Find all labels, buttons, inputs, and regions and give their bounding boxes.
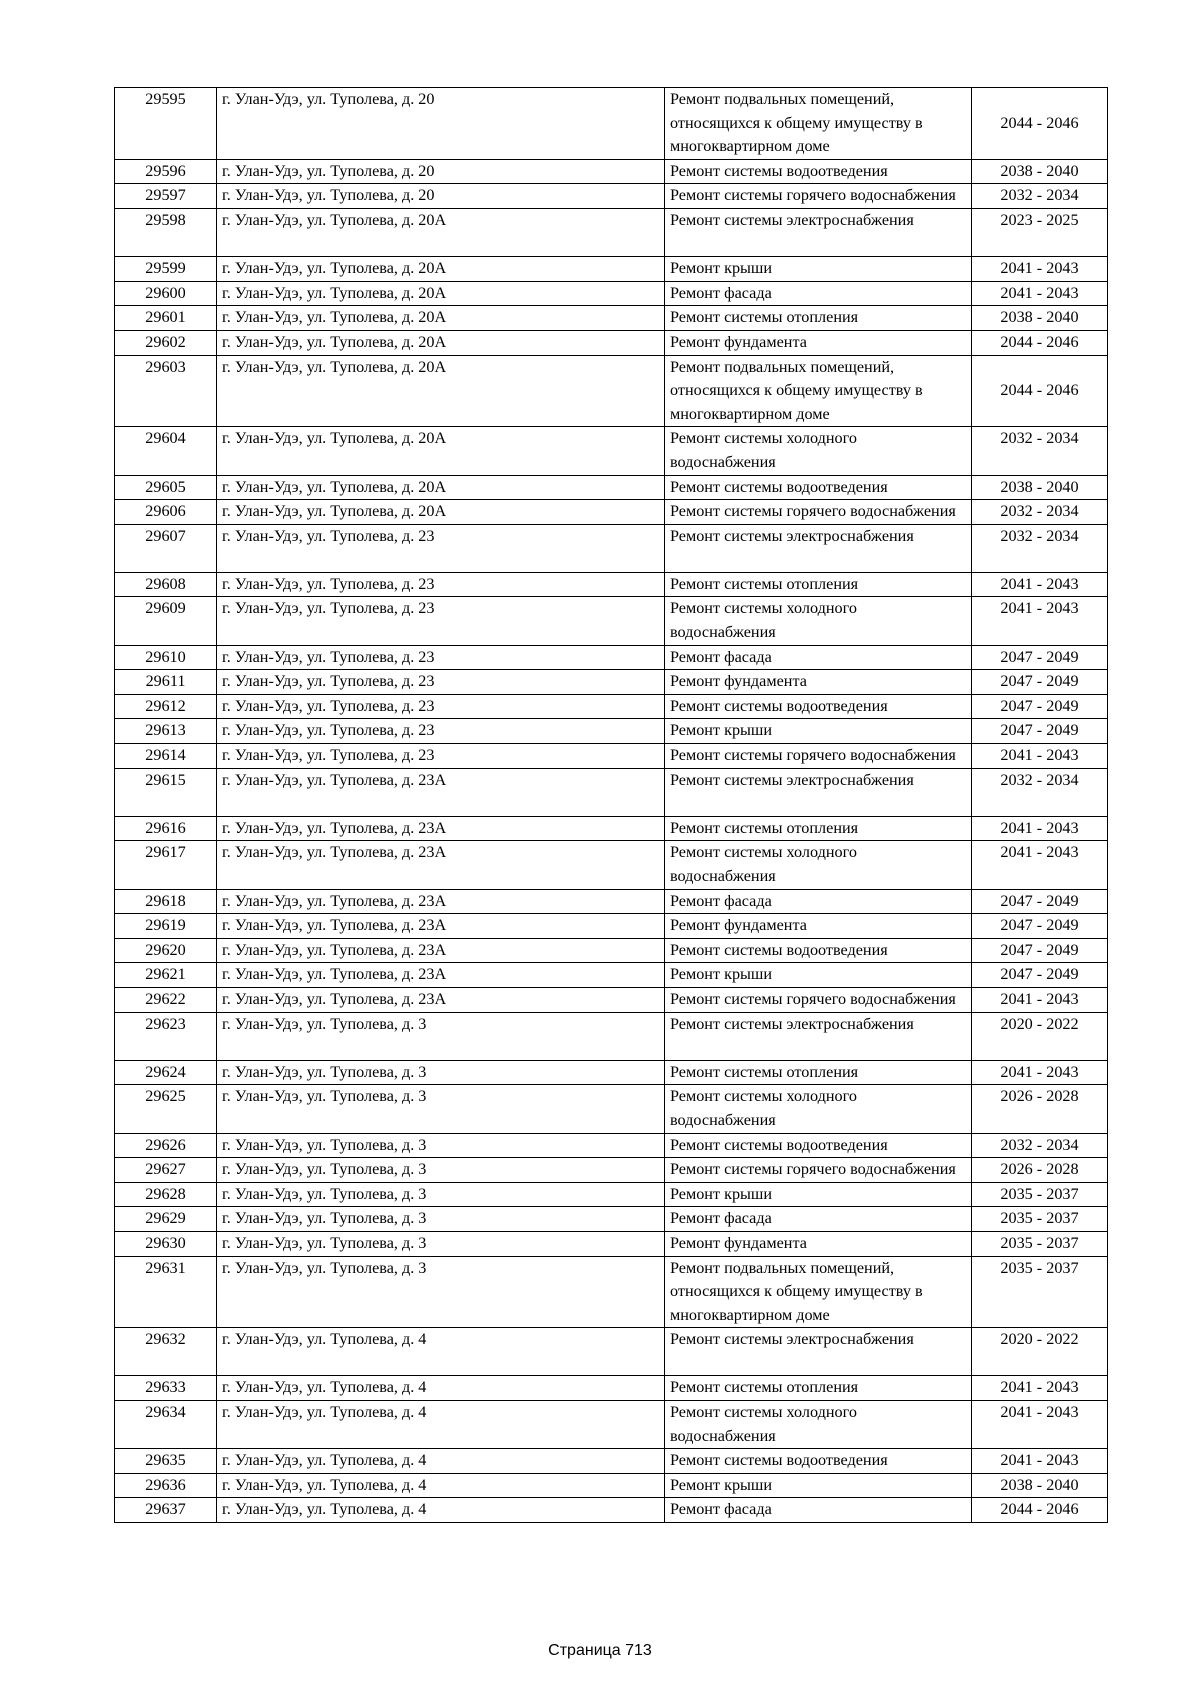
- period-cell: 2047 - 2049: [972, 963, 1108, 988]
- row-id-cell: 29629: [115, 1207, 217, 1232]
- period-cell: 2020 - 2022: [972, 1012, 1108, 1060]
- period-cell: 2032 - 2034: [972, 427, 1108, 475]
- address-cell: г. Улан-Удэ, ул. Туполева, д. 23А: [217, 841, 665, 889]
- work-type-cell: Ремонт системы холодного водоснабжения: [665, 427, 972, 475]
- address-cell: г. Улан-Удэ, ул. Туполева, д. 3: [217, 1060, 665, 1085]
- address-cell: г. Улан-Удэ, ул. Туполева, д. 20А: [217, 257, 665, 282]
- address-cell: г. Улан-Удэ, ул. Туполева, д. 23: [217, 719, 665, 744]
- row-id-cell: 29617: [115, 841, 217, 889]
- work-type-cell: Ремонт системы холодного водоснабжения: [665, 1401, 972, 1449]
- table-row: [115, 1401, 1108, 1449]
- period-cell: 2035 - 2037: [972, 1256, 1108, 1328]
- row-id-cell: 29599: [115, 257, 217, 282]
- period-cell: 2035 - 2037: [972, 1231, 1108, 1256]
- address-cell: г. Улан-Удэ, ул. Туполева, д. 20А: [217, 208, 665, 256]
- row-id-cell: 29612: [115, 694, 217, 719]
- table-row: [115, 889, 1108, 914]
- period-cell: 2032 - 2034: [972, 768, 1108, 816]
- row-id-cell: 29635: [115, 1449, 217, 1474]
- row-id-cell: 29598: [115, 208, 217, 256]
- work-type-cell: Ремонт крыши: [665, 1473, 972, 1498]
- row-id-cell: 29608: [115, 572, 217, 597]
- table-row: [115, 500, 1108, 525]
- table-row: [115, 719, 1108, 744]
- table-row: [115, 330, 1108, 355]
- row-id-cell: 29637: [115, 1498, 217, 1523]
- period-cell: 2041 - 2043: [972, 841, 1108, 889]
- work-type-cell: Ремонт фундамента: [665, 670, 972, 695]
- work-type-cell: Ремонт фундамента: [665, 1231, 972, 1256]
- period-cell: 2041 - 2043: [972, 1449, 1108, 1474]
- work-type-cell: Ремонт системы водоотведения: [665, 1133, 972, 1158]
- row-id-cell: 29636: [115, 1473, 217, 1498]
- address-cell: г. Улан-Удэ, ул. Туполева, д. 23: [217, 524, 665, 572]
- period-cell: 2047 - 2049: [972, 938, 1108, 963]
- period-cell: 2041 - 2043: [972, 816, 1108, 841]
- table-row: [115, 475, 1108, 500]
- work-type-cell: Ремонт подвальных помещений, относящихся к общему имуществу в многоквартирном доме: [665, 88, 972, 160]
- work-type-cell: Ремонт системы водоотведения: [665, 694, 972, 719]
- work-type-cell: Ремонт системы электроснабжения: [665, 208, 972, 256]
- row-id-cell: 29609: [115, 597, 217, 645]
- row-id-cell: 29620: [115, 938, 217, 963]
- period-cell: 2035 - 2037: [972, 1182, 1108, 1207]
- row-id-cell: 29603: [115, 355, 217, 427]
- work-type-cell: Ремонт системы холодного водоснабжения: [665, 597, 972, 645]
- period-cell: 2038 - 2040: [972, 159, 1108, 184]
- address-cell: г. Улан-Удэ, ул. Туполева, д. 23: [217, 597, 665, 645]
- address-cell: г. Улан-Удэ, ул. Туполева, д. 23А: [217, 963, 665, 988]
- work-type-cell: Ремонт крыши: [665, 963, 972, 988]
- row-id-cell: 29605: [115, 475, 217, 500]
- period-cell: 2047 - 2049: [972, 719, 1108, 744]
- address-cell: г. Улан-Удэ, ул. Туполева, д. 3: [217, 1182, 665, 1207]
- address-cell: г. Улан-Удэ, ул. Туполева, д. 23: [217, 572, 665, 597]
- table-row: [115, 355, 1108, 427]
- row-id-cell: 29604: [115, 427, 217, 475]
- row-id-cell: 29623: [115, 1012, 217, 1060]
- table-row: [115, 768, 1108, 816]
- table-row: [115, 306, 1108, 331]
- table-row: [115, 1158, 1108, 1183]
- address-cell: г. Улан-Удэ, ул. Туполева, д. 20А: [217, 306, 665, 331]
- work-type-cell: Ремонт системы водоотведения: [665, 938, 972, 963]
- row-id-cell: 29615: [115, 768, 217, 816]
- period-cell: 2041 - 2043: [972, 572, 1108, 597]
- work-type-cell: Ремонт системы отопления: [665, 816, 972, 841]
- address-cell: г. Улан-Удэ, ул. Туполева, д. 3: [217, 1012, 665, 1060]
- row-id-cell: 29632: [115, 1328, 217, 1376]
- address-cell: г. Улан-Удэ, ул. Туполева, д. 3: [217, 1207, 665, 1232]
- row-id-cell: 29596: [115, 159, 217, 184]
- table-row: [115, 645, 1108, 670]
- period-cell: 2041 - 2043: [972, 1401, 1108, 1449]
- work-type-cell: Ремонт фасада: [665, 889, 972, 914]
- row-id-cell: 29611: [115, 670, 217, 695]
- address-cell: г. Улан-Удэ, ул. Туполева, д. 23А: [217, 889, 665, 914]
- address-cell: г. Улан-Удэ, ул. Туполева, д. 20А: [217, 281, 665, 306]
- table-row: [115, 1231, 1108, 1256]
- row-id-cell: 29627: [115, 1158, 217, 1183]
- period-cell: 2041 - 2043: [972, 1060, 1108, 1085]
- work-type-cell: Ремонт системы отопления: [665, 1060, 972, 1085]
- address-cell: г. Улан-Удэ, ул. Туполева, д. 3: [217, 1133, 665, 1158]
- table-row: [115, 1060, 1108, 1085]
- table-row: [115, 572, 1108, 597]
- table-row: [115, 281, 1108, 306]
- work-type-cell: Ремонт системы горячего водоснабжения: [665, 1158, 972, 1183]
- table-row: [115, 914, 1108, 939]
- table-row: [115, 1473, 1108, 1498]
- row-id-cell: 29625: [115, 1085, 217, 1133]
- period-cell: 2041 - 2043: [972, 987, 1108, 1012]
- row-id-cell: 29613: [115, 719, 217, 744]
- work-type-cell: Ремонт системы водоотведения: [665, 1449, 972, 1474]
- table-row: [115, 1449, 1108, 1474]
- table-row: [115, 938, 1108, 963]
- period-cell: 2047 - 2049: [972, 889, 1108, 914]
- table-row: [115, 1376, 1108, 1401]
- table-row: [115, 159, 1108, 184]
- work-type-cell: Ремонт фасада: [665, 1207, 972, 1232]
- period-cell: 2032 - 2034: [972, 500, 1108, 525]
- address-cell: г. Улан-Удэ, ул. Туполева, д. 23: [217, 694, 665, 719]
- row-id-cell: 29626: [115, 1133, 217, 1158]
- row-id-cell: 29628: [115, 1182, 217, 1207]
- row-id-cell: 29630: [115, 1231, 217, 1256]
- work-type-cell: Ремонт системы электроснабжения: [665, 768, 972, 816]
- work-type-cell: Ремонт системы водоотведения: [665, 475, 972, 500]
- address-cell: г. Улан-Удэ, ул. Туполева, д. 20А: [217, 500, 665, 525]
- row-id-cell: 29601: [115, 306, 217, 331]
- row-id-cell: 29597: [115, 184, 217, 209]
- address-cell: г. Улан-Удэ, ул. Туполева, д. 4: [217, 1473, 665, 1498]
- table-row: [115, 816, 1108, 841]
- address-cell: г. Улан-Удэ, ул. Туполева, д. 4: [217, 1401, 665, 1449]
- work-type-cell: Ремонт фундамента: [665, 914, 972, 939]
- work-type-cell: Ремонт системы электроснабжения: [665, 1012, 972, 1060]
- work-type-cell: Ремонт крыши: [665, 719, 972, 744]
- period-cell: 2038 - 2040: [972, 1473, 1108, 1498]
- work-type-cell: Ремонт фасада: [665, 281, 972, 306]
- page-number: Страница 713: [548, 1642, 652, 1659]
- period-cell: 2026 - 2028: [972, 1158, 1108, 1183]
- period-cell: 2020 - 2022: [972, 1328, 1108, 1376]
- address-cell: г. Улан-Удэ, ул. Туполева, д. 4: [217, 1449, 665, 1474]
- period-cell: 2044 - 2046: [972, 355, 1108, 427]
- period-cell: 2032 - 2034: [972, 184, 1108, 209]
- row-id-cell: 29600: [115, 281, 217, 306]
- row-id-cell: 29634: [115, 1401, 217, 1449]
- period-cell: 2035 - 2037: [972, 1207, 1108, 1232]
- period-cell: 2047 - 2049: [972, 914, 1108, 939]
- table-row: [115, 1012, 1108, 1060]
- address-cell: г. Улан-Удэ, ул. Туполева, д. 20: [217, 88, 665, 160]
- table-row: [115, 841, 1108, 889]
- address-cell: г. Улан-Удэ, ул. Туполева, д. 20: [217, 184, 665, 209]
- address-cell: г. Улан-Удэ, ул. Туполева, д. 23А: [217, 938, 665, 963]
- address-cell: г. Улан-Удэ, ул. Туполева, д. 20: [217, 159, 665, 184]
- period-cell: 2032 - 2034: [972, 524, 1108, 572]
- table-row: [115, 1207, 1108, 1232]
- work-type-cell: Ремонт системы электроснабжения: [665, 1328, 972, 1376]
- work-type-cell: Ремонт системы отопления: [665, 572, 972, 597]
- table-row: [115, 694, 1108, 719]
- table-row: [115, 1498, 1108, 1523]
- table-row: [115, 1182, 1108, 1207]
- row-id-cell: 29631: [115, 1256, 217, 1328]
- table-row: [115, 963, 1108, 988]
- work-type-cell: Ремонт системы горячего водоснабжения: [665, 500, 972, 525]
- address-cell: г. Улан-Удэ, ул. Туполева, д. 23: [217, 645, 665, 670]
- table-row: [115, 670, 1108, 695]
- work-type-cell: Ремонт системы электроснабжения: [665, 524, 972, 572]
- period-cell: 2041 - 2043: [972, 281, 1108, 306]
- work-type-cell: Ремонт системы горячего водоснабжения: [665, 744, 972, 769]
- row-id-cell: 29602: [115, 330, 217, 355]
- address-cell: г. Улан-Удэ, ул. Туполева, д. 3: [217, 1158, 665, 1183]
- address-cell: г. Улан-Удэ, ул. Туполева, д. 20А: [217, 330, 665, 355]
- row-id-cell: 29610: [115, 645, 217, 670]
- table-row: [115, 524, 1108, 572]
- address-cell: г. Улан-Удэ, ул. Туполева, д. 20А: [217, 355, 665, 427]
- address-cell: г. Улан-Удэ, ул. Туполева, д. 23А: [217, 816, 665, 841]
- table-row: [115, 1133, 1108, 1158]
- work-type-cell: Ремонт фасада: [665, 1498, 972, 1523]
- period-cell: 2032 - 2034: [972, 1133, 1108, 1158]
- address-cell: г. Улан-Удэ, ул. Туполева, д. 20А: [217, 427, 665, 475]
- work-type-cell: Ремонт фундамента: [665, 330, 972, 355]
- table-row: [115, 1328, 1108, 1376]
- table-row: [115, 744, 1108, 769]
- address-cell: г. Улан-Удэ, ул. Туполева, д. 23А: [217, 987, 665, 1012]
- period-cell: 2047 - 2049: [972, 645, 1108, 670]
- row-id-cell: 29633: [115, 1376, 217, 1401]
- work-type-cell: Ремонт системы холодного водоснабжения: [665, 1085, 972, 1133]
- table-row: [115, 597, 1108, 645]
- address-cell: г. Улан-Удэ, ул. Туполева, д. 23А: [217, 914, 665, 939]
- work-type-cell: Ремонт подвальных помещений, относящихся к общему имуществу в многоквартирном доме: [665, 1256, 972, 1328]
- table-row: [115, 1256, 1108, 1328]
- row-id-cell: 29622: [115, 987, 217, 1012]
- table-row: [115, 208, 1108, 256]
- repair-schedule-table: [114, 87, 1108, 1523]
- period-cell: 2023 - 2025: [972, 208, 1108, 256]
- period-cell: 2044 - 2046: [972, 1498, 1108, 1523]
- table-body: [115, 88, 1108, 1523]
- row-id-cell: 29624: [115, 1060, 217, 1085]
- row-id-cell: 29618: [115, 889, 217, 914]
- period-cell: 2044 - 2046: [972, 330, 1108, 355]
- table-row: [115, 184, 1108, 209]
- address-cell: г. Улан-Удэ, ул. Туполева, д. 3: [217, 1085, 665, 1133]
- period-cell: 2047 - 2049: [972, 670, 1108, 695]
- table-row: [115, 1085, 1108, 1133]
- address-cell: г. Улан-Удэ, ул. Туполева, д. 23: [217, 744, 665, 769]
- work-type-cell: Ремонт системы горячего водоснабжения: [665, 184, 972, 209]
- period-cell: 2038 - 2040: [972, 475, 1108, 500]
- row-id-cell: 29607: [115, 524, 217, 572]
- address-cell: г. Улан-Удэ, ул. Туполева, д. 3: [217, 1231, 665, 1256]
- work-type-cell: Ремонт подвальных помещений, относящихся к общему имуществу в многоквартирном доме: [665, 355, 972, 427]
- table-row: [115, 987, 1108, 1012]
- period-cell: 2041 - 2043: [972, 744, 1108, 769]
- address-cell: г. Улан-Удэ, ул. Туполева, д. 23А: [217, 768, 665, 816]
- row-id-cell: 29606: [115, 500, 217, 525]
- address-cell: г. Улан-Удэ, ул. Туполева, д. 4: [217, 1376, 665, 1401]
- period-cell: 2041 - 2043: [972, 597, 1108, 645]
- period-cell: 2026 - 2028: [972, 1085, 1108, 1133]
- work-type-cell: Ремонт фасада: [665, 645, 972, 670]
- work-type-cell: Ремонт системы горячего водоснабжения: [665, 987, 972, 1012]
- address-cell: г. Улан-Удэ, ул. Туполева, д. 20А: [217, 475, 665, 500]
- row-id-cell: 29614: [115, 744, 217, 769]
- row-id-cell: 29621: [115, 963, 217, 988]
- period-cell: 2044 - 2046: [972, 88, 1108, 160]
- table-row: [115, 257, 1108, 282]
- row-id-cell: 29619: [115, 914, 217, 939]
- table-row: [115, 427, 1108, 475]
- work-type-cell: Ремонт системы холодного водоснабжения: [665, 841, 972, 889]
- table-row: [115, 88, 1108, 160]
- work-type-cell: Ремонт крыши: [665, 257, 972, 282]
- address-cell: г. Улан-Удэ, ул. Туполева, д. 4: [217, 1328, 665, 1376]
- period-cell: 2047 - 2049: [972, 694, 1108, 719]
- row-id-cell: 29616: [115, 816, 217, 841]
- period-cell: 2041 - 2043: [972, 1376, 1108, 1401]
- work-type-cell: Ремонт крыши: [665, 1182, 972, 1207]
- address-cell: г. Улан-Удэ, ул. Туполева, д. 3: [217, 1256, 665, 1328]
- address-cell: г. Улан-Удэ, ул. Туполева, д. 4: [217, 1498, 665, 1523]
- period-cell: 2038 - 2040: [972, 306, 1108, 331]
- address-cell: г. Улан-Удэ, ул. Туполева, д. 23: [217, 670, 665, 695]
- work-type-cell: Ремонт системы водоотведения: [665, 159, 972, 184]
- period-cell: 2041 - 2043: [972, 257, 1108, 282]
- work-type-cell: Ремонт системы отопления: [665, 306, 972, 331]
- work-type-cell: Ремонт системы отопления: [665, 1376, 972, 1401]
- row-id-cell: 29595: [115, 88, 217, 160]
